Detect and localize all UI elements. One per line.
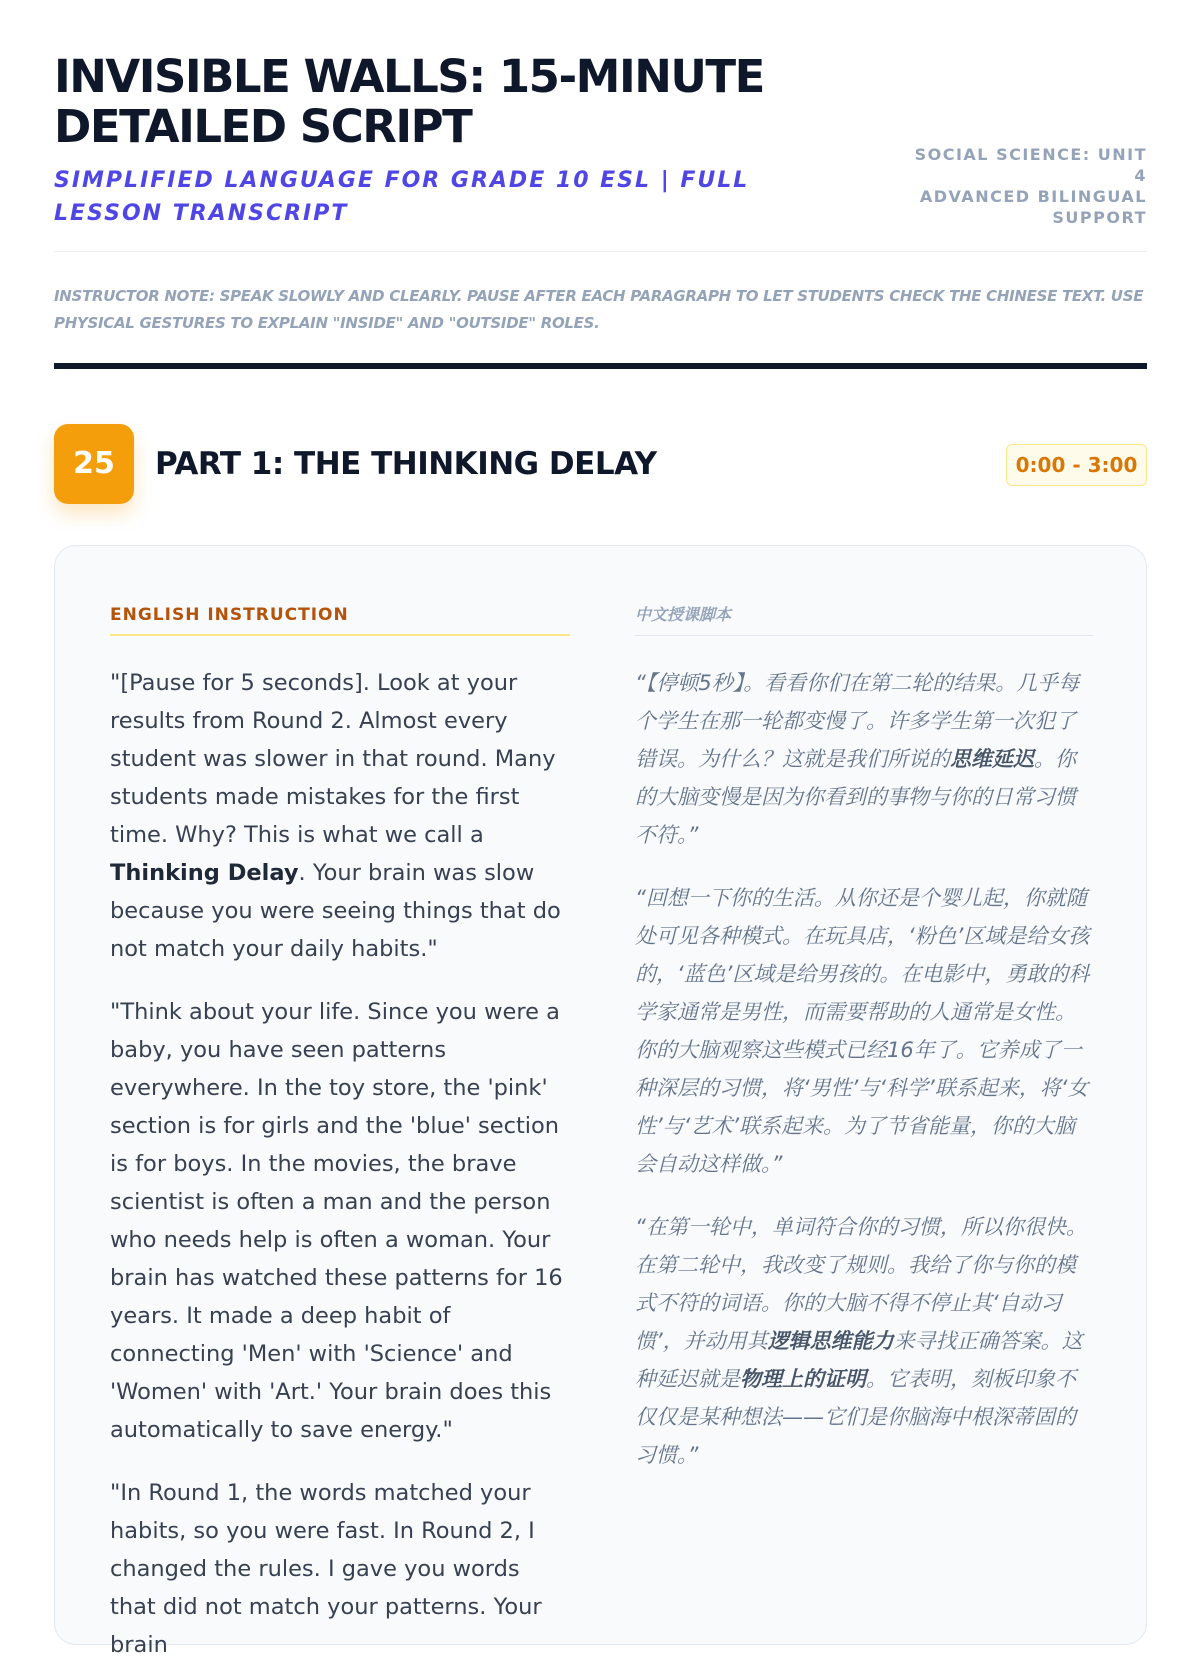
chinese-p3-text-c: 。它表明，刻板印象不仅仅是某种想法——它们是你脑海中根深蒂固的习惯。” xyxy=(635,1367,1076,1467)
page-subtitle: SIMPLIFIED LANGUAGE FOR GRADE 10 ESL | FULL LESSON TRANSCRIPT xyxy=(54,168,750,226)
page-header xyxy=(54,52,1147,252)
chinese-p3-text-a: “在第一轮中，单词符合你的习惯，所以你很快。在第二轮中，我改变了规则。我给了你与你的模式不符的词语。你的大脑不得不停止其‘自动习惯’，并动用其 xyxy=(635,1215,1087,1353)
chinese-paragraph-1 xyxy=(635,664,1093,854)
part-number-badge: 25 xyxy=(54,424,134,504)
english-column xyxy=(110,601,570,1664)
english-p1-term: Thinking Delay xyxy=(110,860,299,886)
chinese-p3-term-2: 物理上的证明 xyxy=(740,1367,866,1391)
english-paragraph-2: "Think about your life. Since you were a baby, you have seen patterns everywhere. In the toy store, the 'pink' section is for girls and the 'blue' section is for boys. In the movies, the brave scientist is often a man and the person who needs help is often a woman. Your brain has watched these patterns for 16 years. It made a deep habit of connecting 'Men' with 'Science' and 'Women' with 'Art.' Your brain does this automatically to save energy." xyxy=(110,999,563,1443)
unit-label: SOCIAL SCIENCE: UNIT 4 xyxy=(914,145,1147,185)
chinese-column xyxy=(635,601,1093,1474)
support-label: ADVANCED BILINGUAL SUPPORT xyxy=(919,187,1147,227)
chinese-p1-term: 思维延迟 xyxy=(950,747,1034,771)
english-paragraph-3: "In Round 1, the words matched your habits, so you were fast. In Round 2, I changed the rules. I gave you words that did not match your patterns. Your brain xyxy=(110,1480,542,1658)
section-divider xyxy=(54,363,1147,369)
transcript-card xyxy=(54,545,1147,1658)
english-column-label: ENGLISH INSTRUCTION xyxy=(110,601,570,636)
chinese-p1-text-b: 。你的大脑变慢是因为你看到的事物与你的日常习惯不符。” xyxy=(635,747,1076,847)
chinese-paragraph-3 xyxy=(635,1208,1093,1474)
chinese-paragraph-2: “回想一下你的生活。从你还是个婴儿起，你就随处可见各种模式。在玩具店，‘粉色’区域是给女孩的，‘蓝色’区域是给男孩的。在电影中，勇敢的科学家通常是男性，而需要帮助的人通常是女性。你的大脑观察这些模式已经16年了。它养成了一种深层的习惯，将‘男性’与‘科学’联系起来，将‘女性’与‘艺术’联系起来。为了节省能量，你的大脑会自动这样做。” xyxy=(635,886,1090,1176)
page-title: INVISIBLE WALLS: 15-MINUTE DETAILED SCRIPT xyxy=(54,50,764,153)
time-range-badge: 0:00 - 3:00 xyxy=(1006,444,1147,486)
chinese-p3-text-b: 来寻找正确答案。这种延迟就是 xyxy=(635,1329,1083,1391)
unit-info xyxy=(907,144,1147,228)
english-p1-text-a: "[Pause for 5 seconds]. Look at your results from Round 2. Almost every student was slower in that round. Many students made mistakes for the first time. Why? This is what we call a xyxy=(110,670,556,848)
chinese-p1-text-a: “【停顿5秒】。看看你们在第二轮的结果。几乎每个学生在那一轮都变慢了。许多学生第一次犯了错误。为什么？这就是我们所说的 xyxy=(635,671,1080,771)
instructor-note: INSTRUCTOR NOTE: SPEAK SLOWLY AND CLEARLY. PAUSE AFTER EACH PARAGRAPH TO LET STUDENTS CHECK THE CHINESE TEXT. USE PHYSICAL GESTURES TO EXPLAIN "INSIDE" AND "OUTSIDE" ROLES. xyxy=(54,287,1144,332)
chinese-column-label: 中文授课脚本 xyxy=(635,601,1093,636)
part-title: PART 1: THE THINKING DELAY xyxy=(155,446,657,482)
english-p1-text-b: . Your brain was slow because you were seeing things that do not match your daily habits." xyxy=(110,860,561,962)
english-paragraph-1 xyxy=(110,664,570,968)
chinese-p3-term-1: 逻辑思维能力 xyxy=(767,1329,894,1353)
